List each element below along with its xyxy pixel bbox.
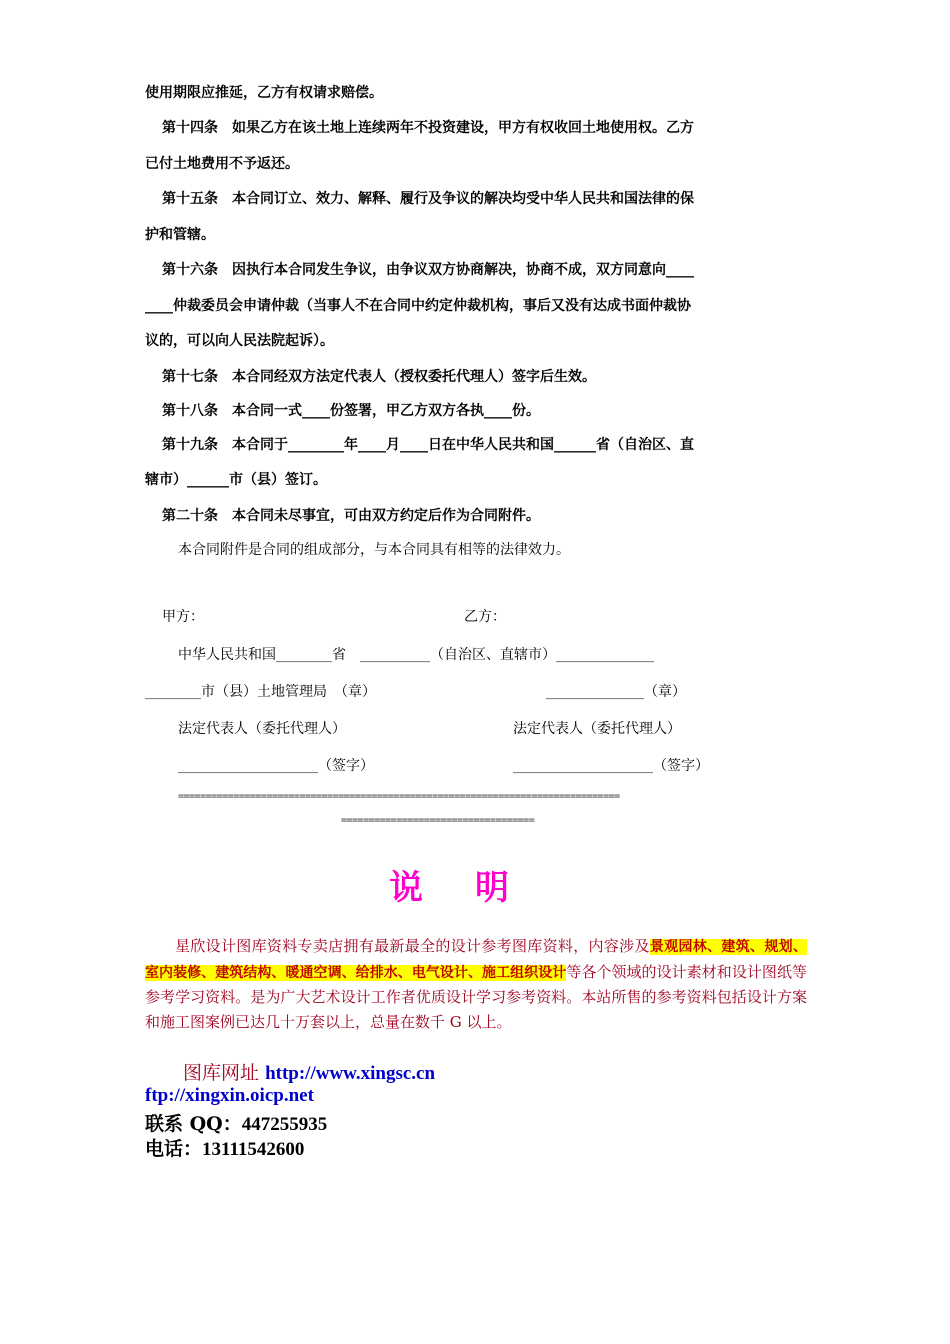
party-b-label: 乙方：: [464, 609, 506, 625]
party-a-label: 甲方：: [162, 609, 204, 625]
notice-highlight: 景观园林、建筑、规划、室内装修、建筑结构、暖通空调、给排水、电气设计、施工组织设计: [145, 939, 807, 981]
signature-region-row: 中华人民共和国________省 __________（自治区、直辖市）______________: [178, 647, 654, 663]
site-line: [183, 1058, 435, 1085]
signature-seal-right: ______________（章）: [546, 684, 686, 700]
sign-line-right: ____________________（签字）: [513, 758, 709, 774]
qq-label: 联系 QQ：: [145, 1113, 242, 1135]
article-14-line2: 已付土地费用不予返还。: [145, 156, 299, 172]
qq-number: 447255935: [241, 1114, 328, 1135]
article-16-line3: 议的，可以向人民法院起诉）。: [145, 333, 334, 349]
article-20: 第二十条 本合同未尽事宜，可由双方约定后作为合同附件。: [162, 508, 540, 524]
notice-text-start: 星欣设计图库资料专卖店拥有最新最全的设计参考图库资料，内容涉及: [175, 937, 650, 955]
signature-bureau-left: ________市（县）土地管理局 （章）: [145, 684, 376, 700]
article-19-line2: 辖市）______市（县）签订。: [145, 472, 327, 488]
article-16-line1: 第十六条 因执行本合同发生争议，由争议双方协商解决，协商不成，双方同意向____: [162, 262, 694, 278]
site-label: 图库网址: [183, 1062, 260, 1084]
legal-rep-left: 法定代表人（委托代理人）: [178, 721, 346, 737]
article-15-line2: 护和管辖。: [145, 227, 215, 243]
qq-line: [145, 1109, 327, 1136]
site-url-link[interactable]: http://www.xingsc.cn: [265, 1063, 436, 1084]
ftp-link[interactable]: ftp://xingxin.oicp.net: [145, 1085, 314, 1106]
article-18: 第十八条 本合同一式____份签署，甲乙方双方各执____份。: [162, 403, 540, 419]
article-16-line2: ____仲裁委员会申请仲裁（当事人不在合同中约定仲裁机构，事后又没有达成书面仲裁协: [145, 298, 691, 314]
annex-note: 本合同附件是合同的组成部分，与本合同具有相等的法律效力。: [178, 542, 570, 558]
article-13-continuation: 使用期限应推延，乙方有权请求赔偿。: [145, 85, 383, 101]
legal-rep-right: 法定代表人（委托代理人）: [513, 721, 681, 737]
separator-line-2: ===================================: [341, 815, 535, 826]
article-19-line1: 第十九条 本合同于________年____月____日在中华人民共和国______省（自治区、直: [162, 437, 694, 453]
article-17: 第十七条 本合同经双方法定代表人（授权委托代理人）签字后生效。: [162, 369, 596, 385]
separator-line-1: ================================================================================: [178, 791, 620, 802]
notice-title: 说明: [389, 868, 561, 908]
article-14-line1: 第十四条 如果乙方在该土地上连续两年不投资建设，甲方有权收回土地使用权。乙方: [162, 120, 694, 136]
phone-number: 13111542600: [202, 1139, 305, 1160]
sign-line-left: ____________________（签字）: [178, 758, 374, 774]
article-15-line1: 第十五条 本合同订立、效力、解释、履行及争议的解决均受中华人民共和国法律的保: [162, 191, 694, 207]
notice-paragraph: [145, 934, 807, 1034]
phone-line: [145, 1134, 304, 1161]
phone-label: 电话：: [145, 1138, 203, 1160]
ftp-line: [145, 1084, 314, 1107]
notice-text-end: 等各个领域的设计素材和设计图纸等参考学习资料。是为广大艺术设计工作者优质设计学习参考资料。本站所售的参考资料包括设计方案和施工图案例已达几十万套以上，总量在数千 G 以上。: [145, 962, 807, 1031]
